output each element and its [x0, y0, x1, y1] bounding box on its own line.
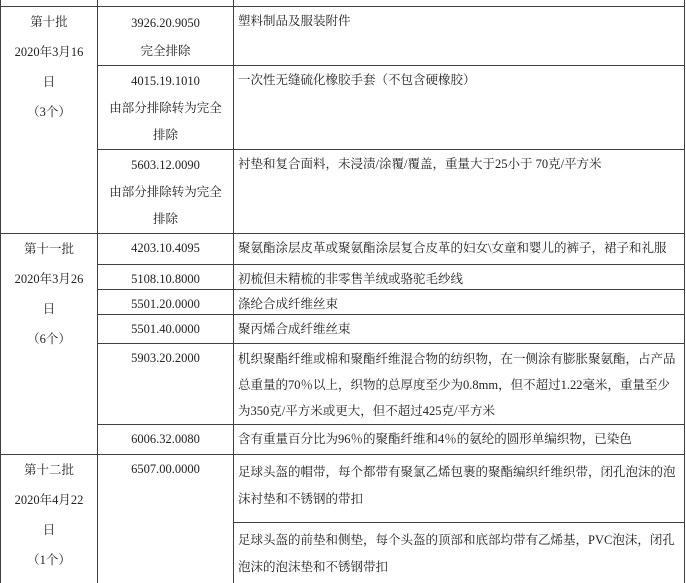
table-row	[1, 150, 685, 234]
product-description-cell: 足球头盔的帽带，每个都带有聚氯乙烯包裹的聚酯编织纤维织带，闭孔泡沫的泡沫衬垫和不锈钢的带扣	[234, 455, 685, 523]
product-description-cell: 聚丙烯合成纤维丝束	[234, 315, 685, 344]
hs-code-cell: 4203.10.4095	[98, 234, 234, 265]
hs-code-cell	[98, 66, 234, 150]
product-description-cell: 一次性无缝硫化橡胶手套（不包含硬橡胶）	[234, 66, 685, 150]
product-description-cell: 聚氨酯涂层皮革或聚氨酯涂层复合皮革的妇女\女童和婴儿的裤子，裙子和礼服	[234, 234, 685, 265]
table-row	[1, 265, 685, 290]
table-row	[1, 7, 685, 66]
exclusion-note: 由部分排除转为完全排除	[109, 185, 222, 226]
exclusion-note: 由部分排除转为完全排除	[109, 101, 222, 142]
batch-count: （1个）	[27, 553, 71, 567]
batch-10-cell	[1, 7, 98, 234]
batch-date-line1: 2020年3月26	[14, 272, 84, 286]
batch-date-line2: 日	[42, 302, 56, 316]
hs-code-cell	[98, 7, 234, 66]
batch-name: 第十二批	[23, 463, 74, 477]
product-description-cell: 涤纶合成纤维丝束	[234, 290, 685, 315]
hs-code-cell: 6507.00.0000	[98, 455, 234, 583]
table-row	[1, 425, 685, 455]
hs-code: 3926.20.9050	[131, 16, 200, 30]
product-description-cell: 初梳但未精梳的非零售羊绒或骆驼毛纱线	[234, 265, 685, 290]
product-description-cell: 含有重量百分比为96％的聚酯纤维和4％的氨纶的圆形单编织物，已染色	[234, 425, 685, 455]
batch-count: （3个）	[27, 105, 71, 119]
batch-date-line1: 2020年4月22	[14, 493, 84, 507]
hs-code: 4015.19.1010	[131, 74, 200, 88]
table-row	[1, 344, 685, 425]
batch-name: 第十一批	[23, 242, 74, 256]
batch-date-line1: 2020年3月16	[14, 45, 84, 59]
batch-date-line2: 日	[42, 523, 56, 537]
hs-code-cell: 6006.32.0080	[98, 425, 234, 455]
table-row	[1, 290, 685, 315]
batch-name: 第十批	[30, 15, 68, 29]
hs-code-cell	[98, 150, 234, 234]
hs-code: 5603.12.0090	[131, 158, 200, 172]
batch-11-cell	[1, 234, 98, 455]
hs-code-cell: 5501.20.0000	[98, 290, 234, 315]
table-row	[1, 455, 685, 523]
exclusion-note: 完全排除	[140, 44, 191, 58]
table-row	[1, 234, 685, 265]
product-description-cell: 衬垫和复合面料，未浸渍/涂覆/覆盖，重量大于25小于 70克/平方米	[234, 150, 685, 234]
product-description-cell: 塑料制品及服装附件	[234, 7, 685, 66]
table-row	[1, 66, 685, 150]
batch-date-line2: 日	[42, 75, 56, 89]
hs-code-cell: 5501.40.0000	[98, 315, 234, 344]
hs-code-cell: 5903.20.2000	[98, 344, 234, 425]
batch-count: （6个）	[27, 332, 71, 346]
table-row	[1, 315, 685, 344]
hs-code-cell: 5108.10.8000	[98, 265, 234, 290]
product-description-cell: 机织聚酯纤维或棉和聚酯纤维混合物的纺织物，在一侧涂有膨胀聚氨酯，占产品总重量的70％以上，织物的总厚度至少为0.8mm，但不超过1.22毫米，重量至少为350克/平方米或更大，但不超过425克/平方米	[234, 344, 685, 425]
product-description-cell: 足球头盔的前垫和侧垫，每个头盔的顶部和底部均带有乙烯基，PVC泡沫，闭孔泡沫的泡沫垫和不锈钢带扣	[234, 523, 685, 583]
batch-12-cell	[1, 455, 98, 583]
